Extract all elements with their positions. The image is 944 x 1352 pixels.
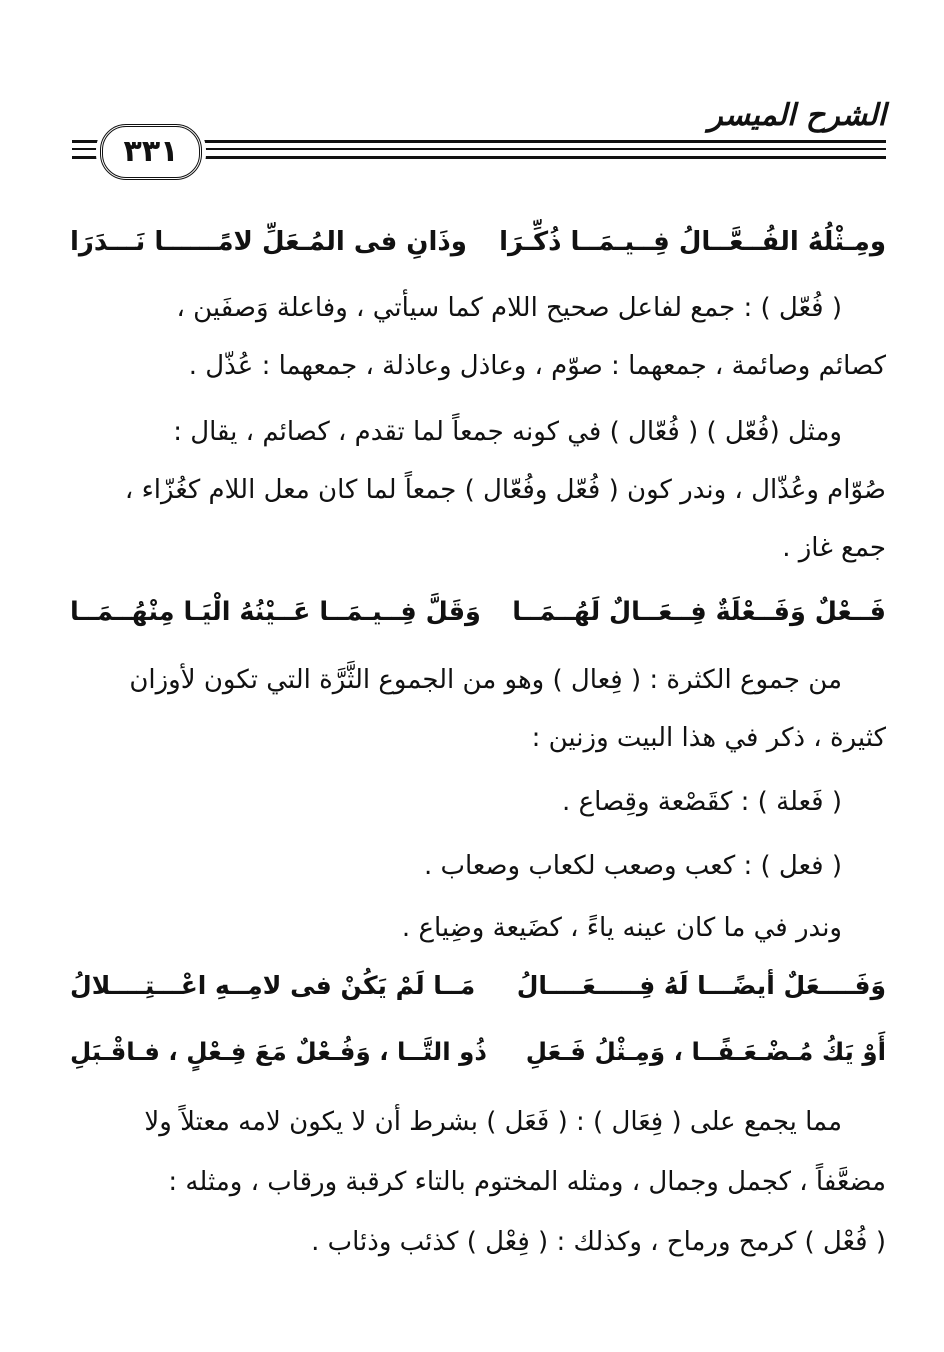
verse-line [70, 964, 886, 1008]
paragraph-line: ومثل (فُعّل ) ( فُعّال ) في كونه جمعاً لما تقدم ، كصائم ، يقال : [173, 417, 842, 447]
verse-line [70, 220, 886, 264]
verse-first-hemistich: فَــعْلٌ وَفَــعْلَةٌ فِــعَــالٌ لَهُــمَــا [512, 597, 886, 627]
running-header-title: الشرح الميسر [708, 98, 886, 133]
paragraph-line: كصائم وصائمة ، جمعهما : صوّم ، وعاذل وعاذلة ، جمعهما : عُذّل . [188, 351, 886, 381]
paragraph-line: ( فُعْل ) كرمح ورماح ، وكذلك : ( فِعْل ) كذئب وذئاب . [311, 1227, 886, 1257]
paragraph-line: صُوّام وعُذّال ، وندر كون ( فُعّل وفُعّال ) جمعاً لما كان معل اللام كغُزّاء ، [124, 475, 886, 505]
paragraph-line: ( فُعّل ) : جمع لفاعل صحيح اللام كما سيأتي ، وفاعلة وَصفَين ، [176, 293, 842, 323]
paragraph-line: جمع غاز . [782, 533, 886, 563]
verse-second-hemistich: مَــا لَمْ يَكُنْ فى لامِــهِ اعْـــتِــــلالُ [70, 971, 476, 1000]
verse-line [70, 590, 886, 634]
verse-second-hemistich: وذَانِ فى المُـعَلِّ لامًــــــا نَـــدَرَا [70, 227, 467, 257]
paragraph-line: مضعَّفاً ، كجمل وجمال ، ومثله المختوم بالتاء كرقبة ورقاب ، ومثله : [168, 1167, 886, 1197]
paragraph-line: وندر في ما كان عينه ياءً ، كضَيعة وضِياع . [401, 913, 842, 943]
paragraph-line: ( فعل ) : كعب وصعب لكعاب وصعاب . [423, 851, 842, 881]
verse-first-hemistich: وَفَــــعَلٌ أيضًـــا لَهُ فِـــــعَــــالُ [516, 971, 886, 1000]
verse-first-hemistich: ومِـثْلُهُ الفُــعَّــالُ فِــيـمَــا ذُكِّـرَا [499, 227, 886, 257]
verse-line [70, 1030, 886, 1074]
verse-second-hemistich: ذُو التَّــا ، وَفُـعْلٌ مَعَ فِـعْلٍ ، فـاقْـبَلِ [70, 1037, 487, 1066]
paragraph-line: كثيرة ، ذكر في هذا البيت وزنين : [531, 723, 886, 753]
page-number: ٣٣١ [100, 124, 202, 180]
paragraph-line: من جموع الكثرة : ( فِعال ) وهو من الجموع الثَّرَّة التي تكون لأوزان [129, 665, 842, 695]
verse-first-hemistich: أَوْ يَكُ مُـضْـعَـفًــا ، وَمِـثْلُ فَـعَلِ [525, 1037, 886, 1066]
paragraph-line: مما يجمع على ( فِعَال ) : ( فَعَل ) بشرط أن لا يكون لامه معتلاً ولا [144, 1107, 842, 1137]
paragraph-line: ( فَعلة ) : كقَصْعة وقِصاع . [562, 787, 842, 817]
verse-second-hemistich: وَقَلَّ فِــيـمَــا عَــيْنُهُ الْيَـا مِنْهُــمَــا [70, 597, 481, 627]
